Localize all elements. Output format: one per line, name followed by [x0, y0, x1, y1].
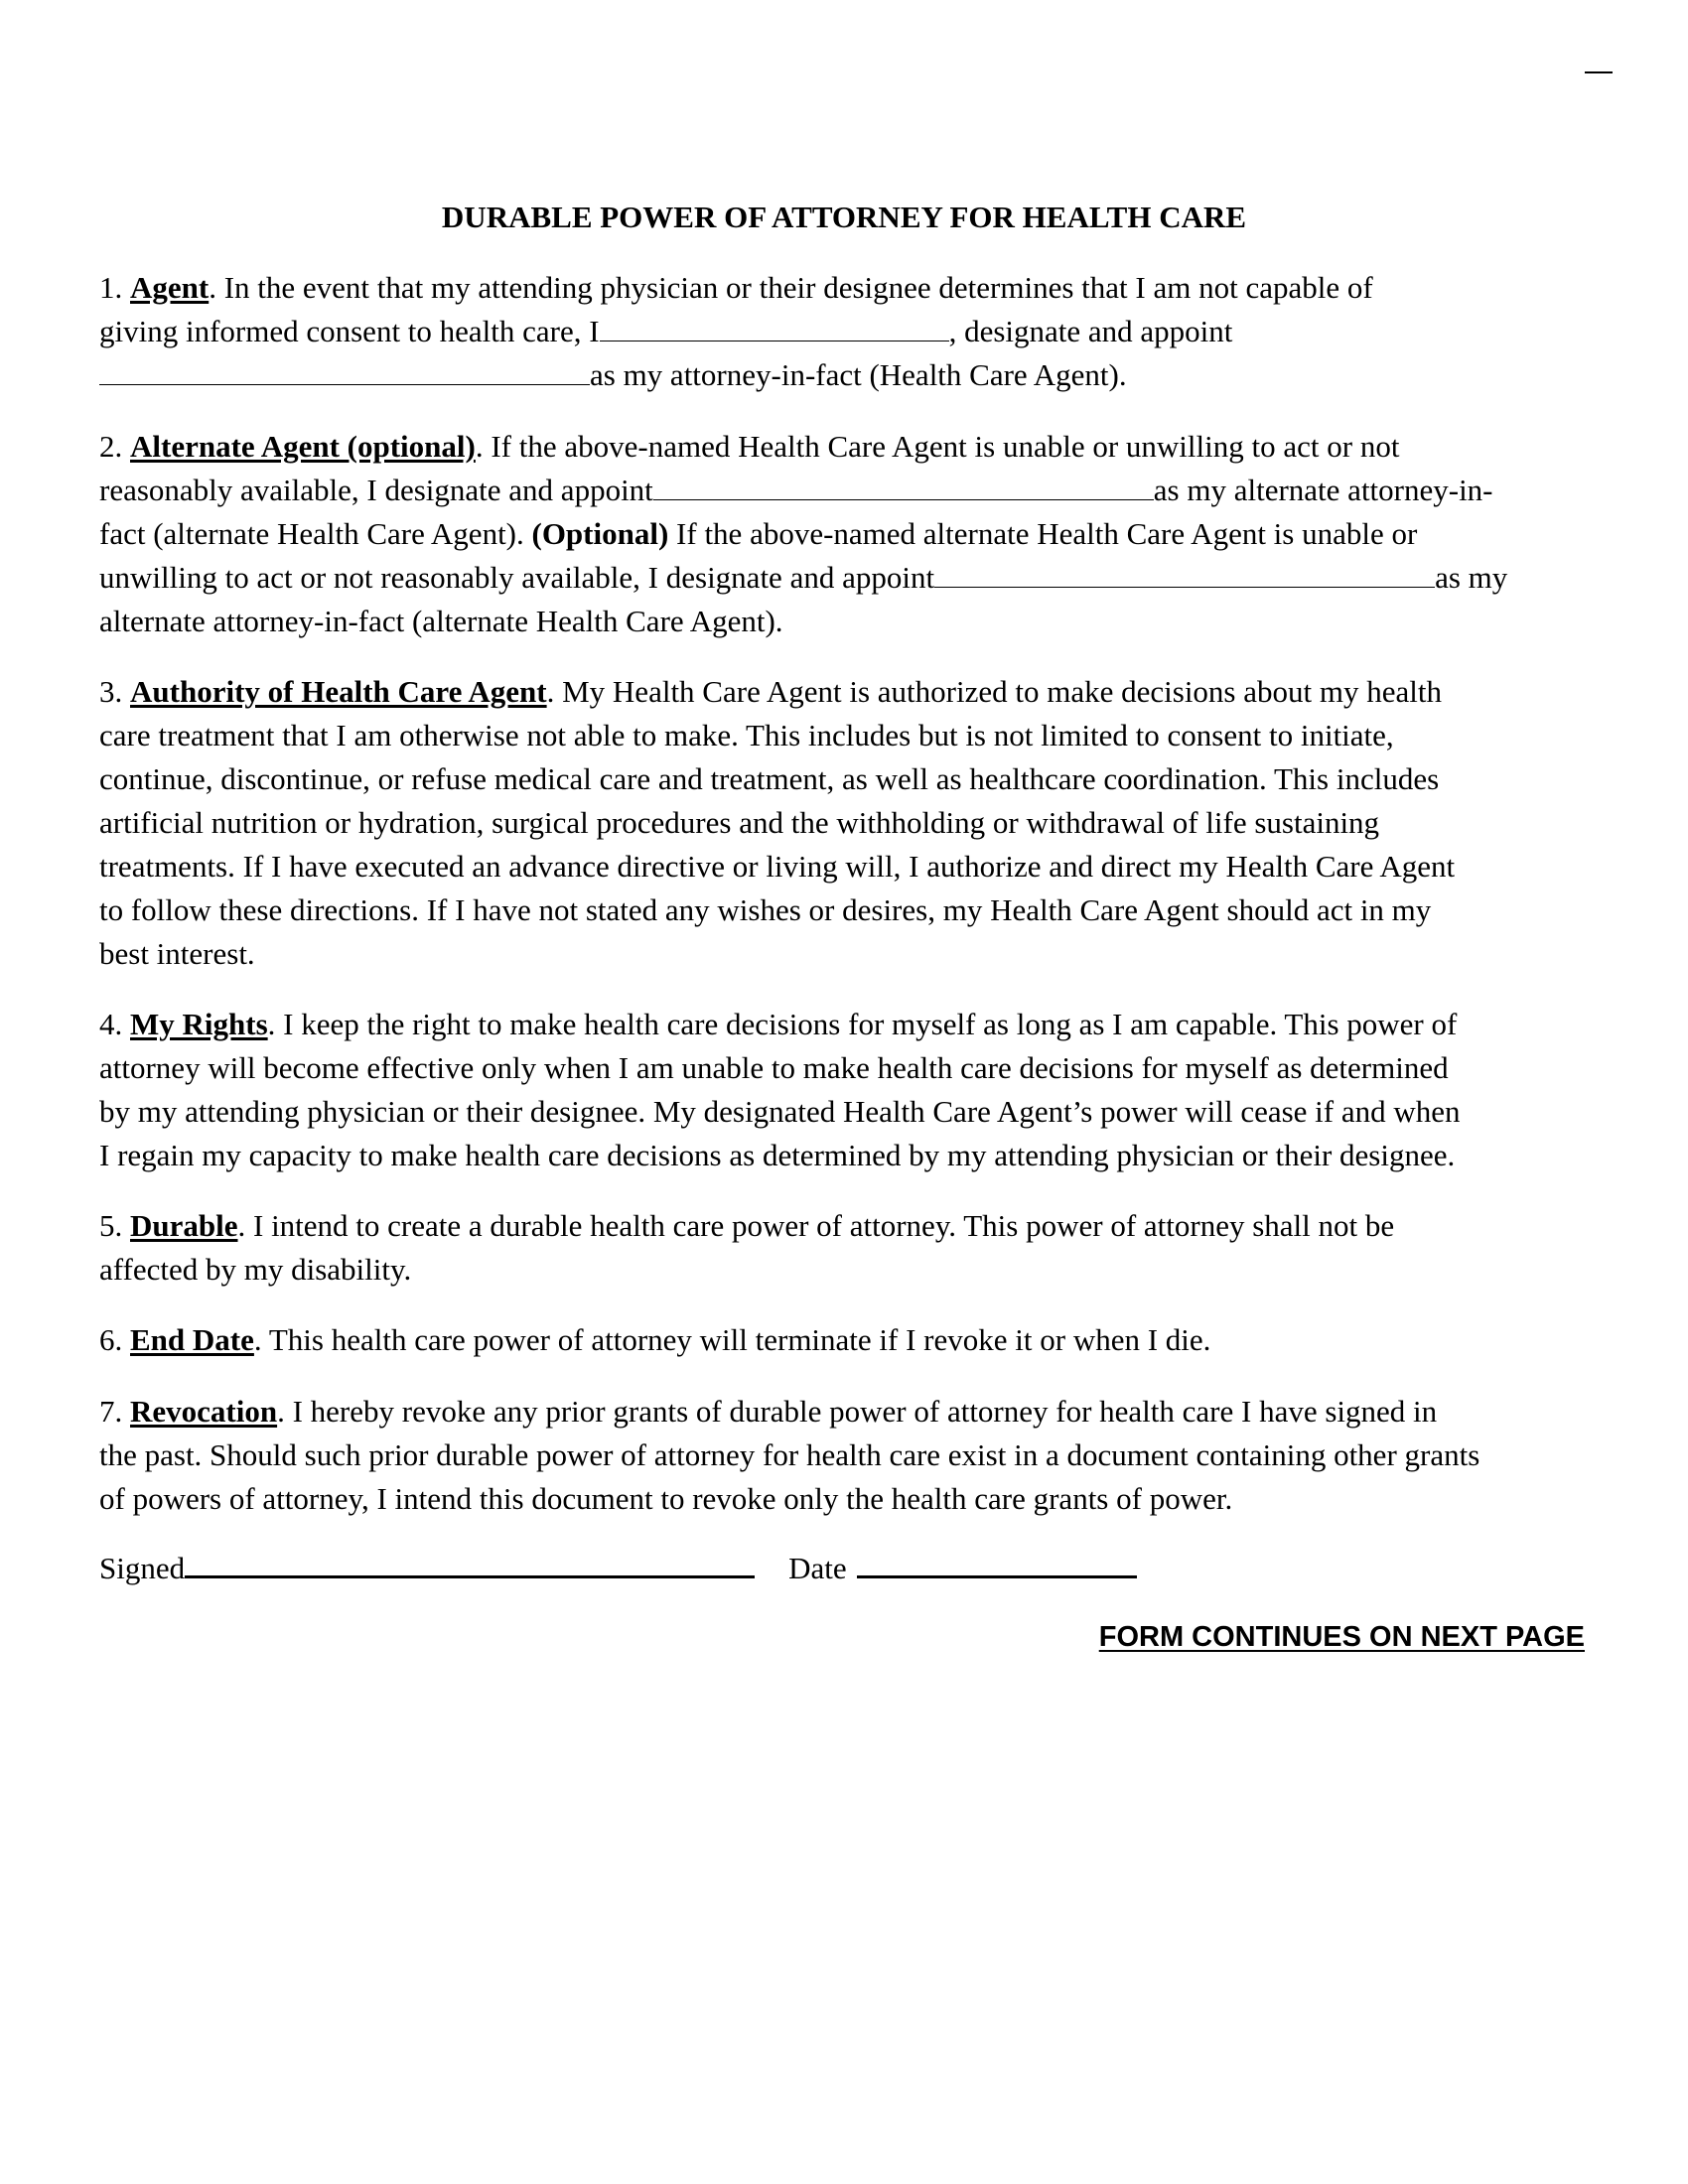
- section-number: 7.: [99, 1394, 130, 1429]
- section-agent: [99, 266, 1589, 397]
- section-line: to follow these directions. If I have not stated any wishes or desires, my Health Care Agent should act in my: [99, 892, 1432, 927]
- section-number: 2.: [99, 429, 130, 464]
- section-text: . This health care power of attorney will terminate if I revoke it or when I die.: [253, 1322, 1211, 1357]
- section-text: . I keep the right to make health care decisions for myself as long as I am capable. This power of: [267, 1007, 1458, 1041]
- signed-label: Signed: [99, 1551, 186, 1585]
- section-text: . In the event that my attending physician or their designee determines that I am not capable of: [209, 270, 1373, 305]
- section-heading: Alternate Agent (optional): [130, 429, 476, 464]
- section-text: . I hereby revoke any prior grants of durable power of attorney for health care I have signed in: [277, 1394, 1438, 1429]
- section-text: alternate attorney-in-fact (alternate Health Care Agent).: [99, 604, 783, 638]
- section-number: 3.: [99, 674, 130, 709]
- form-continues-notice: FORM CONTINUES ON NEXT PAGE: [1098, 1621, 1585, 1653]
- section-line: [99, 670, 1589, 714]
- signature-field[interactable]: [185, 1546, 755, 1578]
- section-line: best interest.: [99, 936, 255, 971]
- section-heading: Authority of Health Care Agent: [130, 674, 547, 709]
- section-heading: My Rights: [130, 1007, 268, 1041]
- section-line: treatments. If I have executed an advance directive or living will, I authorize and direct my Health Care Agent: [99, 849, 1456, 884]
- section-text: giving informed consent to health care, I: [99, 314, 600, 348]
- section-text: . If the above-named Health Care Agent is unable or unwilling to act or not: [475, 429, 1400, 464]
- section-alternate-agent: [99, 425, 1589, 643]
- section-durable: [99, 1204, 1589, 1292]
- section-line: of powers of attorney, I intend this document to revoke only the health care grants of power.: [99, 1481, 1233, 1516]
- signature-row: [99, 1546, 1589, 1589]
- section-line: [99, 310, 1589, 353]
- section-heading: End Date: [130, 1322, 254, 1357]
- section-line: [99, 1390, 1589, 1433]
- section-text: as my alternate attorney-in-: [1153, 473, 1493, 507]
- principal-name-field[interactable]: [600, 311, 949, 341]
- section-line: [99, 469, 1589, 512]
- section-revocation: [99, 1390, 1589, 1521]
- section-text: If the above-named alternate Health Care Agent is unable or: [668, 516, 1418, 551]
- section-line: [99, 1546, 1589, 1589]
- second-alternate-agent-field[interactable]: [934, 557, 1435, 588]
- section-line: [99, 266, 1589, 310]
- section-line: [99, 425, 1589, 469]
- date-field[interactable]: [857, 1546, 1137, 1578]
- page-title: DURABLE POWER OF ATTORNEY FOR HEALTH CARE: [441, 200, 1247, 234]
- section-line: I regain my capacity to make health care decisions as determined by my attending physician or their designee.: [99, 1138, 1456, 1172]
- section-line: the past. Should such prior durable power of attorney for health care exist in a document containing other grants: [99, 1437, 1480, 1472]
- section-line: continue, discontinue, or refuse medical care and treatment, as well as healthcare coordination. This includes: [99, 761, 1440, 796]
- section-text: , designate and appoint: [948, 314, 1233, 348]
- section-text: . I intend to create a durable health care power of attorney. This power of attorney shall not be: [237, 1208, 1395, 1243]
- corner-mark: [1585, 71, 1613, 73]
- section-text: . My Health Care Agent is authorized to make decisions about my health: [546, 674, 1442, 709]
- section-heading: Durable: [130, 1208, 238, 1243]
- section-line: [99, 1204, 1589, 1248]
- section-text: as my: [1435, 560, 1508, 595]
- section-line: [99, 1003, 1589, 1046]
- section-number: 1.: [99, 270, 130, 305]
- section-authority: [99, 670, 1589, 976]
- section-text: reasonably available, I designate and appoint: [99, 473, 653, 507]
- section-text: as my attorney-in-fact (Health Care Agent).: [590, 357, 1127, 392]
- alternate-agent-field[interactable]: [653, 470, 1154, 500]
- agent-name-field[interactable]: [99, 354, 590, 385]
- section-line: affected by my disability.: [99, 1252, 412, 1287]
- section-heading: Revocation: [130, 1394, 278, 1429]
- optional-label: (Optional): [531, 516, 669, 551]
- section-number: 5.: [99, 1208, 130, 1243]
- section-end-date: [99, 1318, 1589, 1362]
- section-line: artificial nutrition or hydration, surgical procedures and the withholding or withdrawal of life sustaining: [99, 805, 1380, 840]
- section-line: by my attending physician or their designee. My designated Health Care Agent’s power will cease if and when: [99, 1094, 1461, 1129]
- section-line: [99, 556, 1589, 600]
- date-label: Date: [788, 1551, 847, 1585]
- section-text: fact (alternate Health Care Agent).: [99, 516, 532, 551]
- section-text: unwilling to act or not reasonably available, I designate and appoint: [99, 560, 935, 595]
- section-line: [99, 353, 1589, 397]
- section-my-rights: [99, 1003, 1589, 1177]
- section-line: [99, 512, 1589, 556]
- section-line: [99, 1318, 1589, 1362]
- section-number: 4.: [99, 1007, 130, 1041]
- section-number: 6.: [99, 1322, 130, 1357]
- section-heading: Agent: [130, 270, 210, 305]
- section-line: care treatment that I am otherwise not able to make. This includes but is not limited to consent to initiate,: [99, 718, 1394, 752]
- section-line: [99, 600, 1589, 643]
- section-line: attorney will become effective only when I am unable to make health care decisions for myself as determined: [99, 1050, 1449, 1085]
